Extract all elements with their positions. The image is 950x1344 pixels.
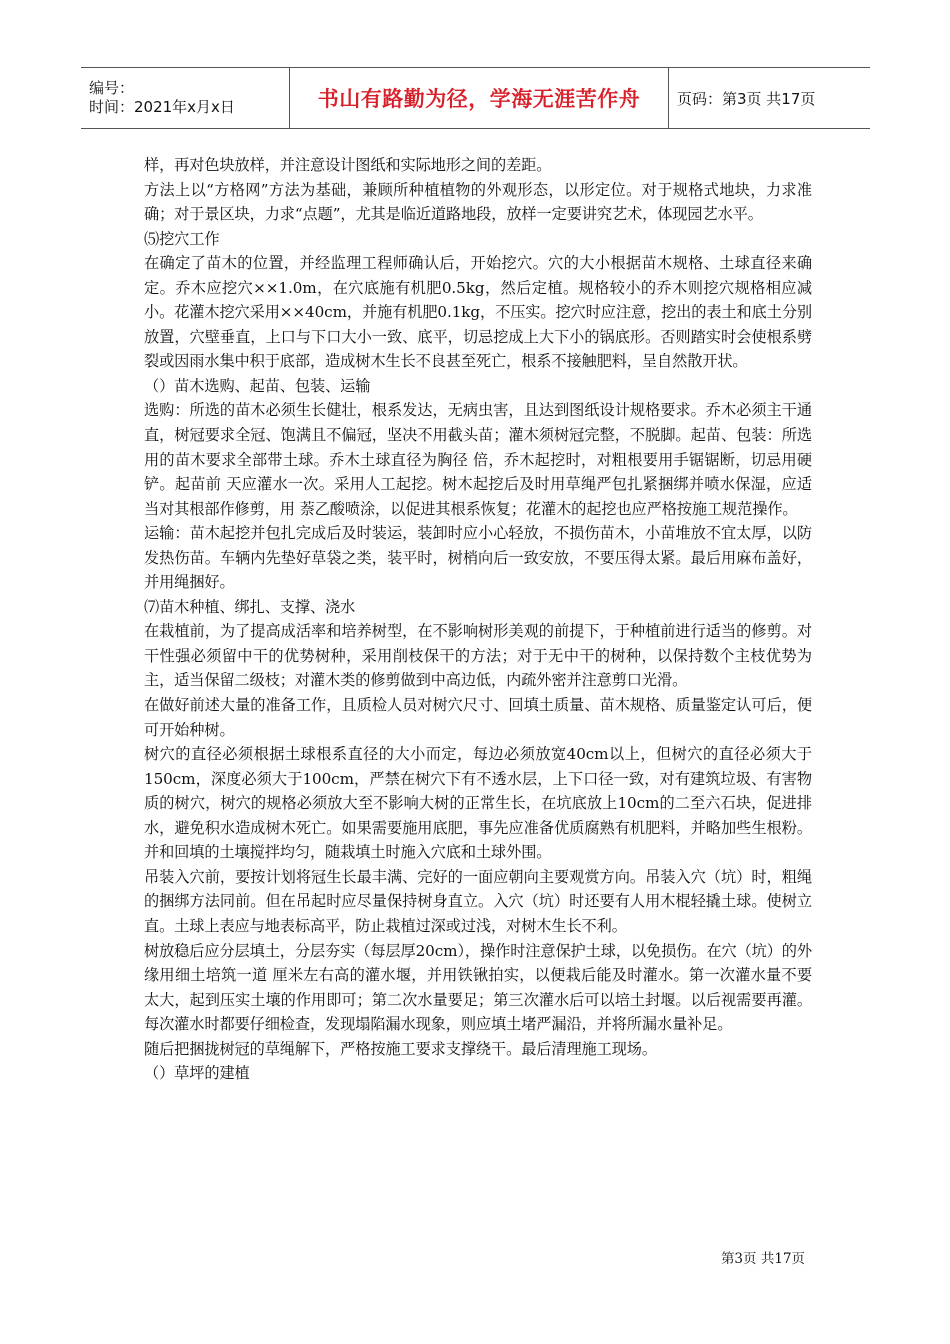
section-heading: （）草坪的建植 bbox=[144, 1064, 250, 1083]
paragraph: 随后把捆拢树冠的草绳解下，严格按施工要求支撑绕干。最后清理施工现场。 bbox=[144, 1039, 657, 1058]
paragraph: 运输：苗木起挖并包扎完成后及时装运，装卸时应小心轻放，不损伤苗木，小苗堆放不宜太厚，以防发热伤苗。车辆内先垫好草袋之类，装平时，树梢向后一致安放，不要压得太紧。最后用麻布盖好，并用绳捆好。 bbox=[144, 524, 812, 592]
section-heading: ⑸挖穴工作 bbox=[144, 229, 220, 248]
paragraph: 在确定了苗木的位置，并经监理工程师确认后，开始挖穴。穴的大小根据苗木规格、土球直径来确定。乔木应挖穴××1.0m，在穴底施有机肥0.5kg，然后定植。规格较小的乔木则挖穴规格相应减小。花灌木挖穴采用××40cm，并施有机肥0.1kg，不压实。挖穴时应注意，挖出的表土和底土分别放置，穴壁垂直，上口与下口大小一致、底平，切忌挖成上大下小的锅底形。否则踏实时会使根系劈裂或因雨水集中积于底部，造成树木生长不良甚至死亡，根系不接触肥料，呈自然散开状。 bbox=[144, 254, 812, 371]
document-body bbox=[144, 153, 812, 1086]
paragraph: 方法上以“方格网”方法为基础，兼顾所种植植物的外观形态，以形定位。对于规格式地块，力求准确；对于景区块，力求“点题”，尤其是临近道路地段，放样一定要讲究艺术，体现园艺水平。 bbox=[144, 180, 812, 224]
paragraph: 吊装入穴前，要按计划将冠生长最丰满、完好的一面应朝向主要观赏方向。吊装入穴（坑）时，粗绳的捆绑方法同前。但在吊起时应尽量保持树身直立。入穴（坑）时还要有人用木棍轻撬土球。使树立直。土球上表应与地表标高平，防止栽植过深或过浅，对树木生长不利。 bbox=[144, 867, 812, 935]
document-number-label: 编号： bbox=[89, 79, 135, 97]
paragraph: 选购：所选的苗木必须生长健壮，根系发达，无病虫害，且达到图纸设计规格要求。乔木必须主干通直，树冠要求全冠、饱满且不偏冠，坚决不用截头苗；灌木须树冠完整，不脱脚。起苗、包装：所选用的苗木要求全部带土球。乔木土球直径为胸径 倍，乔木起挖时，对粗根要用手锯锯断，切忌用硬铲。起苗前 天应灌水一次。采用人工起挖。树木起挖后及时用草绳严包扎紧捆绑并喷水保湿，应适当对其根部作修剪，用 萘乙酸喷涂，以促进其根系恢复；花灌木的起挖也应严格按施工规范操作。 bbox=[144, 401, 812, 518]
paragraph: 树穴的直径必须根据土球根系直径的大小而定，每边必须放宽40cm以上，但树穴的直径必须大于150cm，深度必须大于100cm，严禁在树穴下有不透水层，上下口径一致，对有建筑垃圾、有害物质的树穴，树穴的规格必须放大至不影响大树的正常生长，在坑底放上10cm的二至六石块，促进排水，避免积水造成树木死亡。如果需要施用底肥，事先应准备优质腐熟有机肥料，并略加些生根粉。并和回填的土壤搅拌均匀，随栽填土时施入穴底和土球外围。 bbox=[144, 745, 812, 862]
paragraph: 在栽植前，为了提高成活率和培养树型，在不影响树形美观的前提下，于种植前进行适当的修剪。对干性强必须留中干的优势树种，采用削枝保干的方法；对于无中干的树种，以保持数个主枝优势为主，适当保留二级枝；对灌木类的修剪做到中高边低，内疏外密并注意剪口光滑。 bbox=[144, 622, 812, 690]
paragraph: 在做好前述大量的准备工作，且质检人员对树穴尺寸、回填土质量、苗木规格、质量鉴定认可后，便可开始种树。 bbox=[144, 696, 812, 739]
section-heading: ⑺苗木种植、绑扎、支撑、浇水 bbox=[144, 597, 356, 616]
header-motto: 书山有路勤为径，学海无涯苦作舟 bbox=[290, 68, 669, 129]
header-left-cell bbox=[81, 68, 290, 129]
document-time-label: 时间：2021年x月x日 bbox=[89, 98, 235, 116]
paragraph: 样，再对色块放样，并注意设计图纸和实际地形之间的差距。 bbox=[144, 156, 552, 174]
section-heading: （）苗木选购、起苗、包装、运输 bbox=[144, 376, 371, 395]
header-table bbox=[81, 67, 870, 129]
header-page-number: 页码：第3页 共17页 bbox=[669, 68, 871, 129]
paragraph: 树放稳后应分层填土，分层夯实（每层厚20cm），操作时注意保护土球，以免损伤。在穴（坑）的外缘用细土培筑一道 厘米左右高的灌水堰，并用铁锹拍实，以便栽后能及时灌水。第一次灌水量不要太大，起到压实土壤的作用即可；第二次水量要足；第三次灌水后可以培土封堰。以后视需要再灌。每次灌水时都要仔细检查，发现塌陷漏水现象，则应填土堵严漏沿，并将所漏水量补足。 bbox=[144, 941, 812, 1034]
footer-page-number: 第3页 共17页 bbox=[720, 1251, 805, 1267]
